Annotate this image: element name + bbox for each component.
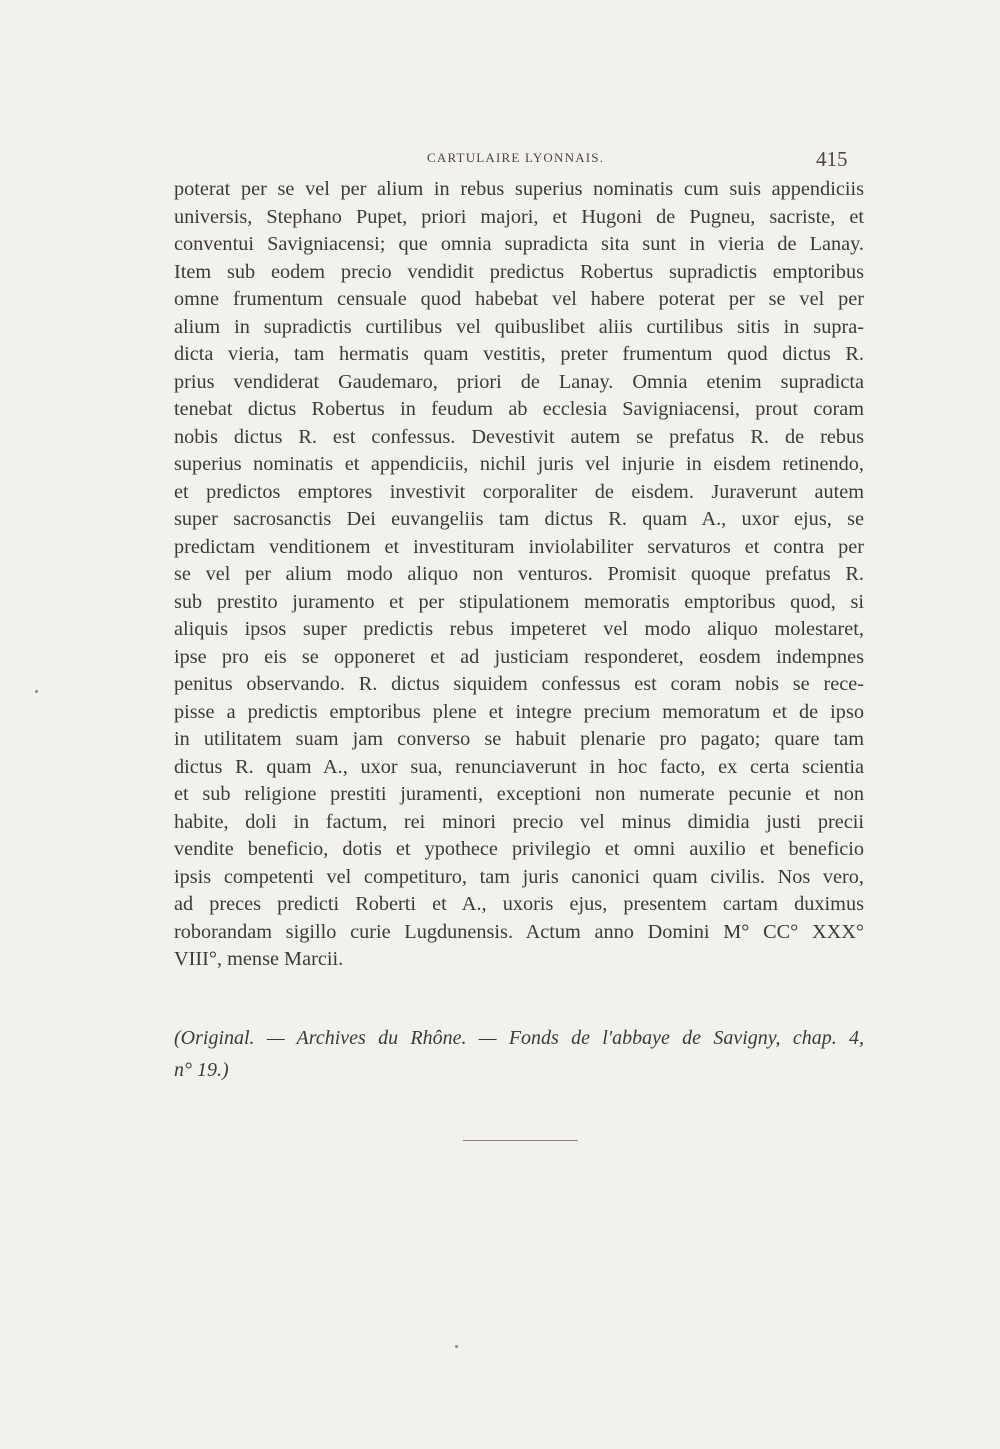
- text-line: habite, doli in factum, rei minori precio vel minus dimidia justi precii: [174, 810, 864, 833]
- text-line: pisse a predictis emptoribus plene et integre precium memoratum et de ipso: [174, 700, 864, 723]
- text-line: penitus observando. R. dictus siquidem confessus est coram nobis se rece-: [174, 673, 864, 695]
- text-line: ad preces predicti Roberti et A., uxoris ejus, presentem cartam duximus: [174, 893, 864, 915]
- source-citation-line: (Original. — Archives du Rhône. — Fonds de l'abbaye de Savigny, chap. 4,: [174, 1027, 864, 1049]
- text-line: ipse pro eis se opponeret et ad justiciam responderet, eosdem indempnes: [174, 645, 864, 668]
- text-line: roborandam sigillo curie Lugdunensis. Actum anno Domini M° CC° XXX°: [174, 920, 864, 943]
- source-citation-line: n° 19.): [174, 1059, 229, 1081]
- text-line: super sacrosanctis Dei euvangeliis tam dictus R. quam A., uxor ejus, se: [174, 508, 864, 530]
- text-line: dictus R. quam A., uxor sua, renunciaverunt in hoc facto, ex certa scientia: [174, 755, 864, 778]
- text-line: predictam venditionem et investituram inviolabiliter servaturos et contra per: [174, 535, 864, 558]
- text-line: conventui Savigniacensi; que omnia supradicta sita sunt in vieria de Lanay.: [174, 233, 864, 255]
- paper-speck: [455, 1345, 458, 1348]
- source-citation: [174, 1022, 864, 1086]
- text-line: tenebat dictus Robertus in feudum ab ecclesia Savigniacensi, prout coram: [174, 398, 864, 420]
- text-line: superius nominatis et appendiciis, nichil juris vel injurie in eisdem retinendo,: [174, 453, 864, 475]
- paper-speck: [35, 690, 38, 693]
- text-line: ipsis competenti vel competituro, tam juris canonici quam civilis. Nos vero,: [174, 865, 864, 888]
- text-line: Item sub eodem precio vendidit predictus Robertus supradictis emptoribus: [174, 260, 864, 283]
- section-divider: [463, 1140, 578, 1141]
- text-line: et predictos emptores investivit corporaliter de eisdem. Juraverunt autem: [174, 480, 864, 503]
- text-line: VIII°, mense Marcii.: [174, 948, 344, 970]
- text-line: nobis dictus R. est confessus. Devestivit autem se prefatus R. de rebus: [174, 425, 864, 448]
- text-line: se vel per alium modo aliquo non venturos. Promisit quoque prefatus R.: [174, 563, 864, 585]
- text-line: prius vendiderat Gaudemaro, priori de Lanay. Omnia etenim supradicta: [174, 370, 864, 393]
- text-line: universis, Stephano Pupet, priori majori, et Hugoni de Pugneu, sacriste, et: [174, 205, 864, 228]
- text-line: sub prestito juramento et per stipulationem memoratis emptoribus quod, si: [174, 590, 864, 613]
- text-line: omne frumentum censuale quod habebat vel habere poterat per se vel per: [174, 288, 864, 310]
- text-line: aliquis ipsos super predictis rebus impeteret vel modo aliquo molestaret,: [174, 618, 864, 640]
- page-number: 415: [816, 147, 848, 171]
- charter-text: [174, 176, 864, 974]
- text-line: in utilitatem suam jam converso se habuit plenarie pro pagato; quare tam: [174, 728, 864, 750]
- text-line: alium in supradictis curtilibus vel quibuslibet aliis curtilibus sitis in supra-: [174, 315, 864, 338]
- text-line: vendite beneficio, dotis et ypothece privilegio et omni auxilio et beneficio: [174, 838, 864, 860]
- text-line: poterat per se vel per alium in rebus superius nominatis cum suis appendiciis: [174, 178, 864, 200]
- text-line: et sub religione prestiti juramenti, exceptioni non numerate pecunie et non: [174, 783, 864, 805]
- running-title: CARTULAIRE LYONNAIS.: [427, 150, 605, 165]
- text-line: dicta vieria, tam hermatis quam vestitis, preter frumentum quod dictus R.: [174, 343, 864, 365]
